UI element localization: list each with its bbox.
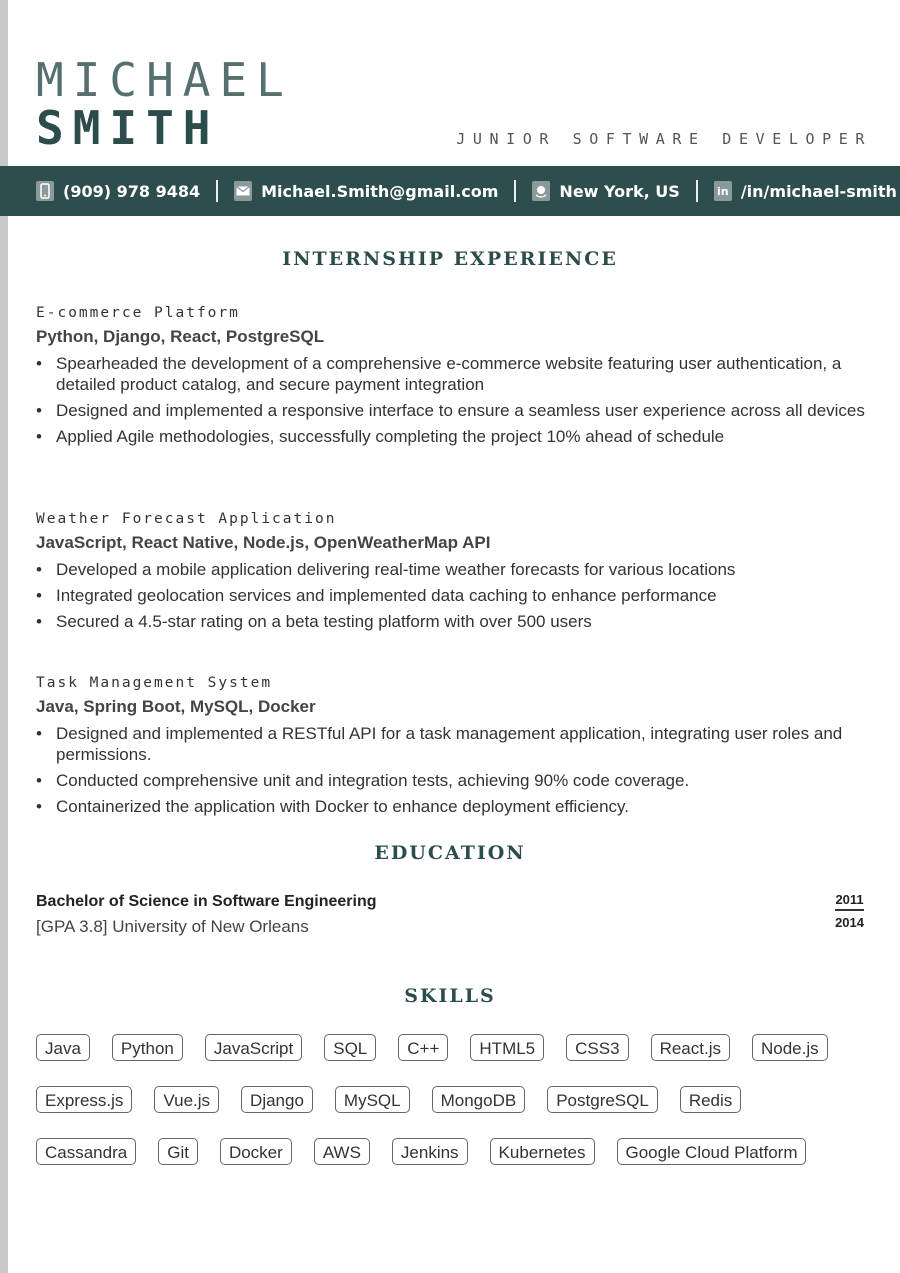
skill-tag: Jenkins: [392, 1138, 468, 1165]
project-item: [36, 302, 876, 453]
skill-row: [36, 1034, 876, 1086]
project-tech: JavaScript, React Native, Node.js, OpenWeatherMap API: [36, 533, 491, 552]
skill-tag: Docker: [220, 1138, 292, 1165]
section-title-education: EDUCATION: [374, 842, 526, 864]
skill-row: [36, 1138, 876, 1190]
section-title-experience: INTERNSHIP EXPERIENCE: [282, 248, 618, 270]
education-end-year: 2014: [835, 915, 864, 930]
skills-list: [36, 1034, 876, 1190]
contact-location: [532, 181, 679, 201]
education-item: [36, 890, 864, 940]
bullet-item: • Applied Agile methodologies, successfully completing the project 10% ahead of schedule: [36, 427, 876, 448]
skill-tag: HTML5: [470, 1034, 544, 1061]
project-item: [36, 672, 876, 823]
bullet-item: • Conducted comprehensive unit and integration tests, achieving 90% code coverage.: [36, 771, 876, 792]
skill-tag: Google Cloud Platform: [617, 1138, 807, 1165]
skill-tag: React.js: [651, 1034, 730, 1061]
project-bullets: [36, 724, 876, 817]
bullet-item: • Secured a 4.5-star rating on a beta testing platform with over 500 users: [36, 612, 876, 633]
first-name: MICHAEL: [36, 53, 293, 107]
location-text: New York, US: [559, 181, 680, 201]
skill-tag: Redis: [680, 1086, 741, 1113]
skill-tag: Git: [158, 1138, 198, 1165]
bullet-item: • Designed and implemented a RESTful API for a task management application, integrating user roles and permissions.: [36, 724, 876, 765]
linkedin-icon: in: [714, 181, 732, 201]
skill-tag: C++: [398, 1034, 448, 1061]
skill-tag: Node.js: [752, 1034, 828, 1061]
project-name: Task Management System: [36, 675, 273, 691]
phone-text: (909) 978 9484: [63, 181, 201, 201]
contact-phone: [36, 181, 200, 201]
email-text[interactable]: Michael.Smith@gmail.com: [261, 181, 499, 201]
project-bullets: [36, 354, 876, 447]
skill-tag: MongoDB: [432, 1086, 526, 1113]
education-start-year: 2011: [835, 892, 864, 911]
skill-row: [36, 1086, 876, 1138]
candidate-name: [36, 53, 293, 155]
bullet-item: • Developed a mobile application delivering real-time weather forecasts for various locations: [36, 560, 876, 581]
skill-tag: Python: [112, 1034, 183, 1061]
email-icon: [234, 181, 252, 201]
skill-tag: AWS: [314, 1138, 370, 1165]
project-tech: Python, Django, React, PostgreSQL: [36, 327, 325, 346]
separator: [514, 180, 516, 202]
skill-tag: Kubernetes: [490, 1138, 595, 1165]
separator: [696, 180, 698, 202]
education-school: [GPA 3.8] University of New Orleans: [36, 917, 309, 936]
location-icon: [532, 181, 550, 201]
project-name: E-commerce Platform: [36, 305, 240, 321]
separator: [216, 180, 218, 202]
skill-tag: Cassandra: [36, 1138, 136, 1165]
skill-tag: JavaScript: [205, 1034, 302, 1061]
education-degree: Bachelor of Science in Software Engineering: [36, 893, 377, 910]
job-title: JUNIOR SOFTWARE DEVELOPER: [456, 130, 872, 148]
contact-bar: [0, 166, 900, 216]
skill-tag: Java: [36, 1034, 90, 1061]
section-title-skills: SKILLS: [404, 985, 496, 1007]
project-bullets: [36, 560, 876, 633]
project-tech: Java, Spring Boot, MySQL, Docker: [36, 697, 316, 716]
last-name: SMITH: [36, 101, 220, 155]
bullet-item: • Integrated geolocation services and implemented data caching to enhance performance: [36, 586, 876, 607]
project-item: [36, 508, 876, 638]
skill-tag: CSS3: [566, 1034, 628, 1061]
bullet-item: • Spearheaded the development of a comprehensive e-commerce website featuring user authentication, a detailed product catalog, and secure payment integration: [36, 354, 876, 395]
linkedin-text[interactable]: /in/michael-smith: [740, 181, 897, 201]
contact-email: [234, 181, 498, 201]
skill-tag: MySQL: [335, 1086, 410, 1113]
skill-tag: PostgreSQL: [547, 1086, 658, 1113]
skill-tag: Django: [241, 1086, 313, 1113]
bullet-item: • Containerized the application with Docker to enhance deployment efficiency.: [36, 797, 876, 818]
project-name: Weather Forecast Application: [36, 511, 337, 527]
education-years: [835, 892, 864, 930]
phone-icon: [36, 181, 54, 201]
bullet-item: • Designed and implemented a responsive interface to ensure a seamless user experience across all devices: [36, 401, 876, 422]
contact-linkedin: [714, 181, 897, 201]
skill-tag: SQL: [324, 1034, 376, 1061]
skill-tag: Vue.js: [154, 1086, 219, 1113]
skill-tag: Express.js: [36, 1086, 132, 1113]
